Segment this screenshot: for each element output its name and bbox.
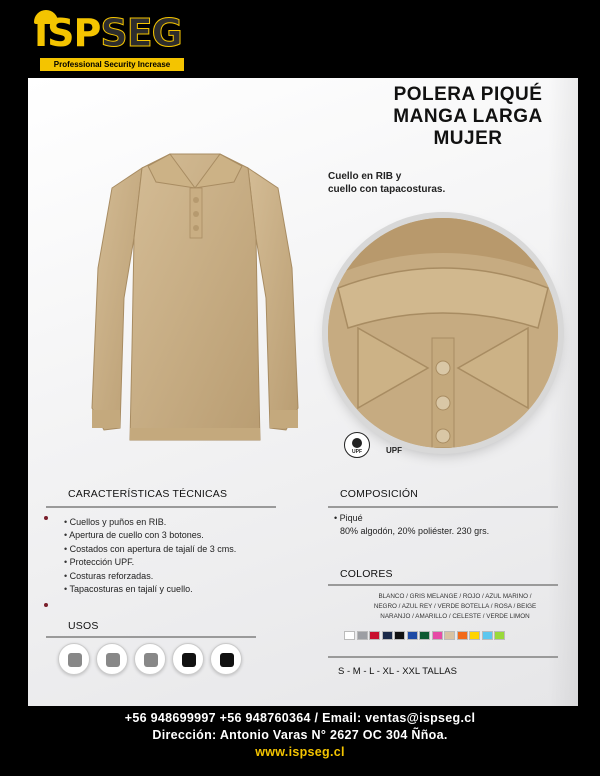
color-swatches bbox=[344, 631, 505, 640]
uses-section-title: USOS bbox=[68, 620, 99, 632]
logo-wordmark bbox=[34, 10, 182, 56]
colors-line-2: NEGRO / AZUL REY / VERDE BOTELLA / ROSA / BEIGE bbox=[373, 603, 537, 610]
color-swatch[interactable] bbox=[457, 631, 468, 640]
color-swatch[interactable] bbox=[407, 631, 418, 640]
collar-closeup-image bbox=[328, 218, 558, 448]
title-line-2: MANGA LARGA bbox=[393, 106, 543, 127]
people-icon bbox=[134, 643, 166, 675]
uses-divider bbox=[46, 636, 256, 638]
color-swatch[interactable] bbox=[419, 631, 430, 640]
colors-list bbox=[342, 592, 568, 622]
tech-dot-2 bbox=[44, 603, 48, 607]
list-item: • Protección UPF. bbox=[64, 556, 236, 569]
company-logo[interactable] bbox=[34, 10, 184, 72]
logo-isp: ISP bbox=[34, 11, 101, 55]
color-swatch[interactable] bbox=[444, 631, 455, 640]
title-line-3: MUJER bbox=[433, 128, 503, 149]
sizes-text: S - M - L - XL - XXL TALLAS bbox=[338, 666, 457, 677]
color-swatch[interactable] bbox=[432, 631, 443, 640]
composition-detail: 80% algodón, 20% poliéster. 230 grs. bbox=[340, 526, 490, 536]
logo-seg: SEG bbox=[100, 11, 182, 55]
colors-line-1: BLANCO / GRIS MELANGE / ROJO / AZUL MARINO / bbox=[378, 593, 532, 600]
logo-tagline: Professional Security Increase bbox=[40, 58, 184, 71]
polo-shirt-image bbox=[90, 148, 300, 526]
composition-material: Piqué bbox=[339, 513, 363, 523]
upf-badge-text: UPF bbox=[352, 449, 362, 455]
footer-contact[interactable]: +56 948699997 +56 948760364 / Email: ventas@ispseg.cl bbox=[124, 711, 476, 725]
sizes-divider bbox=[328, 656, 558, 658]
footer bbox=[0, 710, 600, 761]
color-swatch[interactable] bbox=[469, 631, 480, 640]
product-title bbox=[368, 84, 568, 150]
header bbox=[0, 0, 600, 80]
colors-section-title: COLORES bbox=[340, 568, 393, 580]
tech-section-title: CARACTERÍSTICAS TÉCNICAS bbox=[68, 488, 228, 500]
caption-line-1: Cuello en RIB y bbox=[328, 171, 402, 182]
dump-truck-icon bbox=[210, 643, 242, 675]
caption-line-2: cuello con tapacosturas. bbox=[328, 184, 446, 195]
product-card bbox=[28, 78, 578, 706]
color-swatch[interactable] bbox=[494, 631, 505, 640]
composition-divider bbox=[328, 506, 558, 508]
upf-label: UPF bbox=[386, 446, 402, 455]
color-swatch[interactable] bbox=[357, 631, 368, 640]
colors-divider bbox=[328, 584, 558, 586]
color-swatch[interactable] bbox=[382, 631, 393, 640]
tech-divider bbox=[46, 506, 276, 508]
composition-item: • Piqué bbox=[334, 513, 363, 523]
forest-icon bbox=[96, 643, 128, 675]
upf-protection-icon bbox=[344, 432, 370, 458]
collar-detail-zoom bbox=[328, 218, 558, 448]
footer-address: Dirección: Antonio Varas N° 2627 OC 304 Ññoa. bbox=[152, 728, 448, 742]
composition-section-title: COMPOSICIÓN bbox=[340, 488, 419, 500]
color-swatch[interactable] bbox=[344, 631, 355, 640]
list-item: • Costuras reforzadas. bbox=[64, 570, 236, 583]
collar-detail-caption bbox=[328, 170, 445, 196]
title-line-1: POLERA PIQUÉ bbox=[393, 84, 543, 105]
list-item: • Costados con apertura de tajalí de 3 cms. bbox=[64, 543, 236, 556]
list-item: • Apertura de cuello con 3 botones. bbox=[64, 529, 236, 542]
color-swatch[interactable] bbox=[394, 631, 405, 640]
color-swatch[interactable] bbox=[482, 631, 493, 640]
tech-dot-1 bbox=[44, 516, 48, 520]
list-item: • Tapacosturas en tajalí y cuello. bbox=[64, 583, 236, 596]
colors-line-3: NARANJO / AMARILLO / CELESTE / VERDE LIMON bbox=[380, 613, 530, 620]
factory-icon bbox=[58, 643, 90, 675]
composition-text bbox=[334, 512, 489, 538]
list-item: • Cuellos y puños en RIB. bbox=[64, 516, 236, 529]
tech-features-list bbox=[64, 516, 236, 596]
color-swatch[interactable] bbox=[369, 631, 380, 640]
construction-worker-icon bbox=[172, 643, 204, 675]
footer-website-link[interactable]: www.ispseg.cl bbox=[255, 745, 345, 759]
sun-icon bbox=[352, 438, 362, 448]
uses-icons bbox=[58, 643, 242, 675]
